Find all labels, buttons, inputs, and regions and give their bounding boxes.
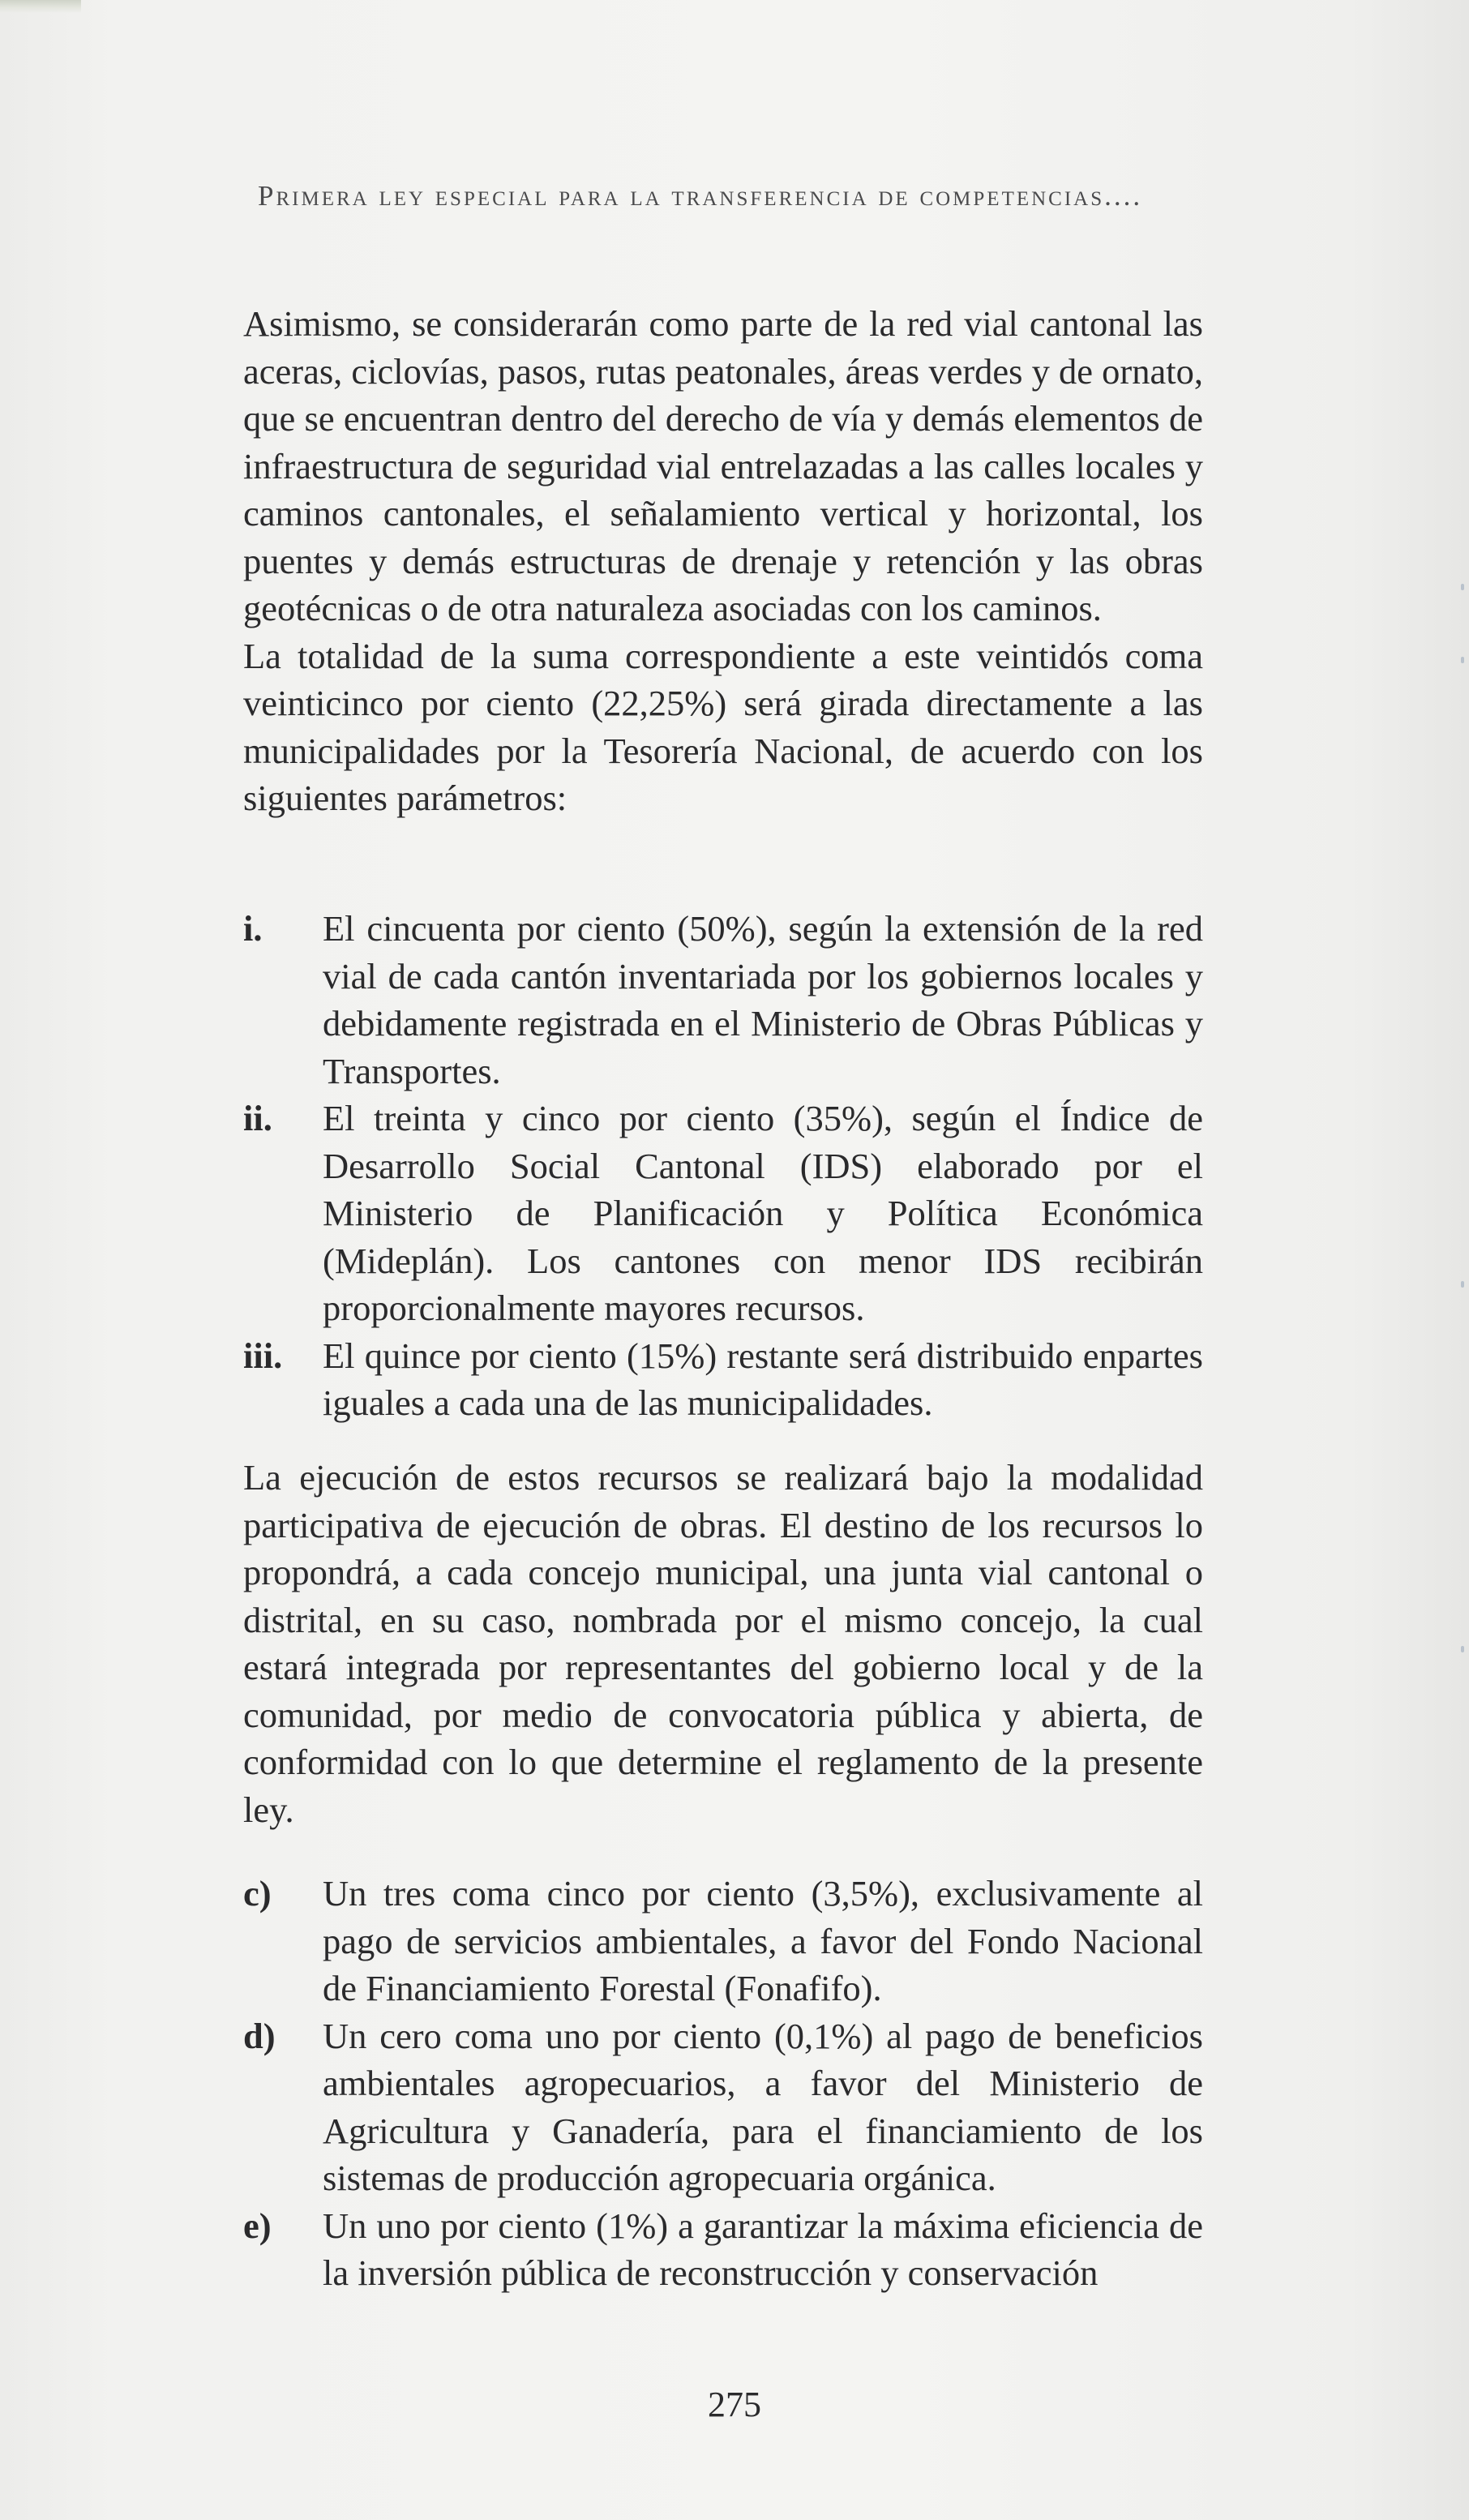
scan-edge-specks (1459, 568, 1466, 1865)
paragraph-text: La totalidad de la suma correspondiente a este veintidós coma veinticinco por ciento (22,25%) será girada directamente a las municipalidades por la Tesorería Nacional, de acuerdo con los siguientes parámetros: (243, 635, 1203, 818)
list-item-text: Un uno por ciento (1%) a garantizar la máxima eficiencia de la inversión pública de reconstrucción y conservación (323, 2205, 1203, 2293)
lettered-list (243, 1870, 1203, 2297)
list-item (243, 2202, 1203, 2297)
list-item (243, 905, 1203, 1095)
paragraph-text: La ejecución de estos recursos se realizará bajo la modalidad participativa de ejecución de obras. El destino de los recursos lo propondrá, a cada concejo municipal, una junta vial cantonal o distrital, en su caso, nombrada por el mismo concejo, la cual estará integrada por representantes del gobierno local y de la comunidad, por medio de convocatoria pública y abierta, de conformidad con lo que determine el reglamento de la presente ley. (243, 1457, 1203, 1830)
list-item (243, 1095, 1203, 1332)
list-marker: i. (243, 908, 263, 949)
list-item-text: Un cero coma uno por ciento (0,1%) al pago de beneficios ambientales agropecuarios, a favor del Ministerio de Agricultura y Ganadería, para el financiamiento de los sistemas de producción agropecuaria orgánica. (323, 2015, 1203, 2198)
scan-speck (1461, 657, 1464, 663)
running-header: Primera ley especial para la transferencia de competencias.... (258, 180, 1143, 212)
list-item-text: El treinta y cinco por ciento (35%), según el Índice de Desarrollo Social Cantonal (IDS) elaborado por el Ministerio de Planificación y Política Económica (Mideplán). Los cantones con menor IDS recibirán proporcionalmente mayores recursos. (323, 1098, 1203, 1328)
list-item (243, 1332, 1203, 1427)
scan-corner-mark (0, 0, 81, 13)
roman-numeral-list (243, 905, 1203, 1427)
list-marker: e) (243, 2205, 272, 2246)
paragraph-ejecucion (243, 1454, 1203, 1833)
list-item (243, 1870, 1203, 2012)
list-marker: c) (243, 1873, 272, 1914)
scan-speck (1461, 1281, 1464, 1288)
list-item-text: El cincuenta por ciento (50%), según la extensión de la red vial de cada cantón inventariada por los gobiernos locales y debidamente registrada en el Ministerio de Obras Públicas y Transportes. (323, 908, 1203, 1091)
paragraph-red-vial (243, 300, 1203, 822)
list-item-text: Un tres coma cinco por ciento (3,5%), exclusivamente al pago de servicios ambientales, a favor del Fondo Nacional de Financiamiento Forestal (Fonafifo). (323, 1873, 1203, 2008)
list-item-text: El quince por ciento (15%) restante será distribuido enpartes iguales a cada una de las municipalidades. (323, 1335, 1203, 1423)
paragraph-text: Asimismo, se considerarán como parte de la red vial cantonal las aceras, ciclovías, pasos, rutas peatonales, áreas verdes y de ornato, que se encuentran dentro del derecho de vía y demás elementos de infraestructura de seguridad vial entrelazadas a las calles locales y caminos cantonales, el señalamiento vertical y horizontal, los puentes y demás estructuras de drenaje y retención y las obras geotécnicas o de otra naturaleza asociadas con los caminos. (243, 303, 1203, 628)
scan-speck (1461, 1646, 1464, 1652)
page-number: 275 (708, 2385, 761, 2424)
list-marker: ii. (243, 1098, 272, 1138)
list-item (243, 2012, 1203, 2202)
scan-speck (1461, 584, 1464, 590)
list-marker: iii. (243, 1335, 283, 1376)
list-marker: d) (243, 2015, 276, 2056)
